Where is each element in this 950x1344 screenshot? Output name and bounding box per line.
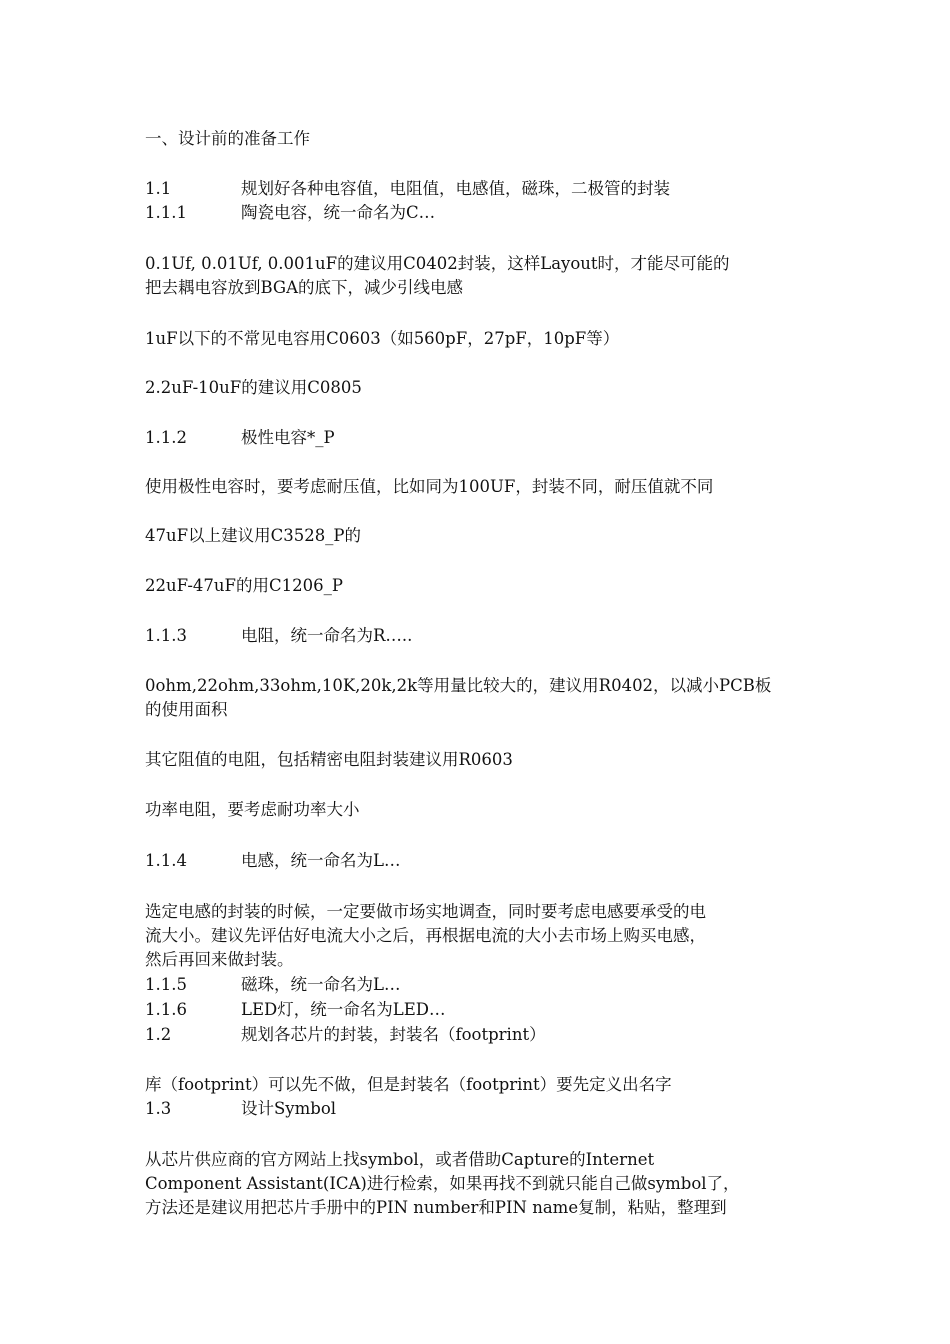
paragraph-line: 0ohm,22ohm,33ohm,10K,20k,2k等用量比较大的，建议用R0402，以减小PCB板 bbox=[145, 676, 772, 695]
section-number: 1.1.6 bbox=[145, 1000, 187, 1019]
section-number: 1.2 bbox=[145, 1025, 172, 1044]
paragraph-line: 方法还是建议用把芯片手册中的PIN number和PIN name复制，粘贴，整理到 bbox=[145, 1198, 727, 1217]
section-number: 1.1.5 bbox=[145, 975, 187, 994]
section-number: 1.1.1 bbox=[145, 203, 187, 222]
section-1-1-3 bbox=[145, 624, 412, 648]
paragraph-line: 其它阻值的电阻，包括精密电阻封装建议用R0603 bbox=[145, 750, 513, 769]
section-number: 1.1 bbox=[145, 179, 172, 198]
section-number: 1.3 bbox=[145, 1099, 172, 1118]
section-number: 1.1.2 bbox=[145, 428, 187, 447]
section-title: 规划好各种电容值，电阻值，电感值，磁珠，二极管的封装 bbox=[241, 179, 670, 198]
section-title: 规划各芯片的封装，封装名（footprint） bbox=[241, 1025, 546, 1044]
section-1-1-1 bbox=[145, 201, 435, 225]
section-title: LED灯，统一命名为LED… bbox=[241, 1000, 446, 1019]
paragraph-line: 22uF-47uF的用C1206_P bbox=[145, 576, 343, 595]
paragraph-line: 的使用面积 bbox=[145, 700, 228, 719]
section-title: 设计Symbol bbox=[241, 1099, 337, 1118]
section-1-1-6 bbox=[145, 998, 445, 1022]
paragraph-line: 流大小。建议先评估好电流大小之后，再根据电流的大小去市场上购买电感， bbox=[145, 926, 706, 945]
paragraph-line: 使用极性电容时，要考虑耐压值，比如同为100UF，封装不同，耐压值就不同 bbox=[145, 477, 714, 496]
paragraph-line: 库（footprint）可以先不做，但是封装名（footprint）要先定义出名字 bbox=[145, 1075, 672, 1094]
paragraph-line: 0.1Uf, 0.01Uf, 0.001uF的建议用C0402封装，这样Layout时，才能尽可能的 bbox=[145, 254, 730, 273]
paragraph-line: 从芯片供应商的官方网站上找symbol，或者借助Capture的Internet bbox=[145, 1150, 655, 1169]
paragraph-line: 47uF以上建议用C3528_P的 bbox=[145, 526, 362, 545]
section-title: 电感，统一命名为L… bbox=[241, 851, 401, 870]
section-1-1-5 bbox=[145, 973, 400, 997]
paragraph-line: 然后再回来做封装。 bbox=[145, 950, 294, 969]
heading: 一、设计前的准备工作 bbox=[145, 129, 310, 148]
paragraph-line: 2.2uF-10uF的建议用C0805 bbox=[145, 378, 362, 397]
section-1-1-4 bbox=[145, 849, 400, 873]
section-title: 电阻，统一命名为R….. bbox=[241, 626, 413, 645]
section-1-1 bbox=[145, 177, 670, 201]
section-1-2 bbox=[145, 1023, 546, 1047]
paragraph-line: 选定电感的封装的时候，一定要做市场实地调查，同时要考虑电感要承受的电 bbox=[145, 902, 706, 921]
paragraph-line: 功率电阻，要考虑耐功率大小 bbox=[145, 800, 360, 819]
section-title: 磁珠，统一命名为L… bbox=[241, 975, 401, 994]
section-1-1-2 bbox=[145, 426, 335, 450]
section-1-3 bbox=[145, 1097, 336, 1121]
section-title: 陶瓷电容，统一命名为C… bbox=[241, 203, 436, 222]
section-number: 1.1.3 bbox=[145, 626, 187, 645]
paragraph-line: 1uF以下的不常见电容用C0603（如560pF，27pF，10pF等） bbox=[145, 329, 620, 348]
paragraph-line: Component Assistant(ICA)进行检索，如果再找不到就只能自己做symbol了， bbox=[145, 1174, 740, 1193]
section-title: 极性电容*_P bbox=[241, 428, 335, 447]
paragraph-line: 把去耦电容放到BGA的底下，减少引线电感 bbox=[145, 278, 464, 297]
section-number: 1.1.4 bbox=[145, 851, 187, 870]
